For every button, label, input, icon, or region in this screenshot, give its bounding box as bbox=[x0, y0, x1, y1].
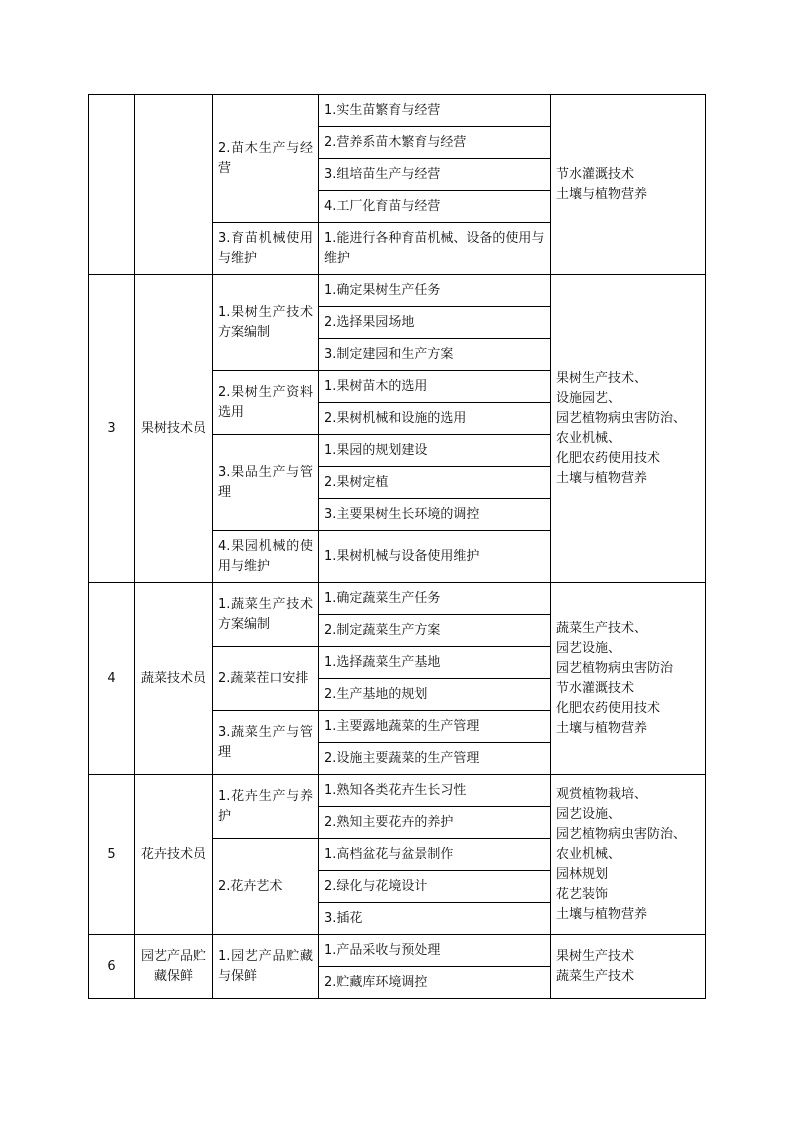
job-title: 花卉技术员 bbox=[135, 775, 213, 935]
module-title: 2.花卉艺术 bbox=[213, 839, 319, 935]
course-line: 土壤与植物营养 bbox=[556, 906, 648, 922]
related-courses bbox=[551, 583, 706, 775]
skill-item: 2.生产基地的规划 bbox=[319, 679, 551, 711]
skill-item: 2.制定蔬菜生产方案 bbox=[319, 615, 551, 647]
module-title: 1.蔬菜生产技术方案编制 bbox=[213, 583, 319, 647]
skill-item: 4.工厂化育苗与经营 bbox=[319, 191, 551, 223]
course-line: 园艺植物病虫害防治 bbox=[556, 660, 674, 676]
job-number: 5 bbox=[89, 775, 135, 935]
course-line: 农业机械、 bbox=[556, 846, 622, 862]
skill-item: 2.果树定植 bbox=[319, 467, 551, 499]
skill-item: 1.熟知各类花卉生长习性 bbox=[319, 775, 551, 807]
module-title: 3.育苗机械使用与维护 bbox=[213, 223, 319, 275]
job-title: 蔬菜技术员 bbox=[135, 583, 213, 775]
skill-item: 2.设施主要蔬菜的生产管理 bbox=[319, 743, 551, 775]
skill-item: 1.确定果树生产任务 bbox=[319, 275, 551, 307]
course-line: 节水灌溉技术 bbox=[556, 680, 635, 696]
skill-item: 2.选择果园场地 bbox=[319, 307, 551, 339]
skill-item: 1.主要露地蔬菜的生产管理 bbox=[319, 711, 551, 743]
table-row bbox=[89, 275, 706, 307]
job-number: 6 bbox=[89, 935, 135, 999]
course-line: 化肥农药使用技术 bbox=[556, 700, 661, 716]
table-row bbox=[89, 95, 706, 127]
related-courses bbox=[551, 775, 706, 935]
course-line: 农业机械、 bbox=[556, 430, 622, 446]
module-title: 2.苗木生产与经营 bbox=[213, 95, 319, 223]
course-line: 土壤与植物营养 bbox=[556, 470, 648, 486]
course-line: 化肥农药使用技术 bbox=[556, 450, 661, 466]
module-title: 2.蔬菜茬口安排 bbox=[213, 647, 319, 711]
skill-item: 1.产品采收与预处理 bbox=[319, 935, 551, 967]
skill-item: 2.果树机械和设施的选用 bbox=[319, 403, 551, 435]
job-title: 园艺产品贮藏保鲜 bbox=[135, 935, 213, 999]
related-courses bbox=[551, 935, 706, 999]
course-line: 园林规划 bbox=[556, 866, 609, 882]
module-title: 2.果树生产资料选用 bbox=[213, 371, 319, 435]
skill-item: 3.制定建园和生产方案 bbox=[319, 339, 551, 371]
course-line: 园艺设施、 bbox=[556, 640, 622, 656]
module-title: 3.果品生产与管理 bbox=[213, 435, 319, 531]
module-title: 1.果树生产技术方案编制 bbox=[213, 275, 319, 371]
training-table bbox=[88, 94, 706, 999]
skill-item: 1.确定蔬菜生产任务 bbox=[319, 583, 551, 615]
course-line: 花艺装饰 bbox=[556, 886, 609, 902]
skill-item: 1.实生苗繁育与经营 bbox=[319, 95, 551, 127]
skill-item: 3.插花 bbox=[319, 903, 551, 935]
skill-item: 1.高档盆花与盆景制作 bbox=[319, 839, 551, 871]
course-line: 蔬菜生产技术 bbox=[556, 968, 635, 984]
course-line: 设施园艺、 bbox=[556, 390, 622, 406]
related-courses bbox=[551, 95, 706, 275]
skill-item: 1.能进行各种育苗机械、设备的使用与维护 bbox=[319, 223, 551, 275]
job-title: 果树技术员 bbox=[135, 275, 213, 583]
skill-item: 2.绿化与花境设计 bbox=[319, 871, 551, 903]
skill-item: 2.贮藏库环境调控 bbox=[319, 967, 551, 999]
course-line: 节水灌溉技术 bbox=[556, 166, 635, 182]
table-row bbox=[89, 935, 706, 967]
table-row bbox=[89, 583, 706, 615]
job-number bbox=[89, 95, 135, 275]
skill-item: 1.果园的规划建设 bbox=[319, 435, 551, 467]
related-courses bbox=[551, 275, 706, 583]
course-line: 果树生产技术、 bbox=[556, 370, 648, 386]
job-title bbox=[135, 95, 213, 275]
job-number: 4 bbox=[89, 583, 135, 775]
skill-item: 2.熟知主要花卉的养护 bbox=[319, 807, 551, 839]
course-line: 园艺植物病虫害防治、 bbox=[556, 410, 687, 426]
module-title: 1.园艺产品贮藏与保鲜 bbox=[213, 935, 319, 999]
table-row bbox=[89, 775, 706, 807]
module-title: 3.蔬菜生产与管理 bbox=[213, 711, 319, 775]
course-line: 蔬菜生产技术、 bbox=[556, 620, 648, 636]
course-line: 土壤与植物营养 bbox=[556, 186, 648, 202]
skill-item: 3.主要果树生长环境的调控 bbox=[319, 499, 551, 531]
course-line: 土壤与植物营养 bbox=[556, 720, 648, 736]
course-line: 园艺植物病虫害防治、 bbox=[556, 826, 687, 842]
course-line: 果树生产技术 bbox=[556, 948, 635, 964]
module-title: 4.果园机械的使用与维护 bbox=[213, 531, 319, 583]
skill-item: 2.营养系苗木繁育与经营 bbox=[319, 127, 551, 159]
course-line: 园艺设施、 bbox=[556, 806, 622, 822]
course-line: 观赏植物栽培、 bbox=[556, 786, 648, 802]
skill-item: 1.果树机械与设备使用维护 bbox=[319, 531, 551, 583]
skill-item: 1.选择蔬菜生产基地 bbox=[319, 647, 551, 679]
job-number: 3 bbox=[89, 275, 135, 583]
skill-item: 3.组培苗生产与经营 bbox=[319, 159, 551, 191]
module-title: 1.花卉生产与养护 bbox=[213, 775, 319, 839]
skill-item: 1.果树苗木的选用 bbox=[319, 371, 551, 403]
